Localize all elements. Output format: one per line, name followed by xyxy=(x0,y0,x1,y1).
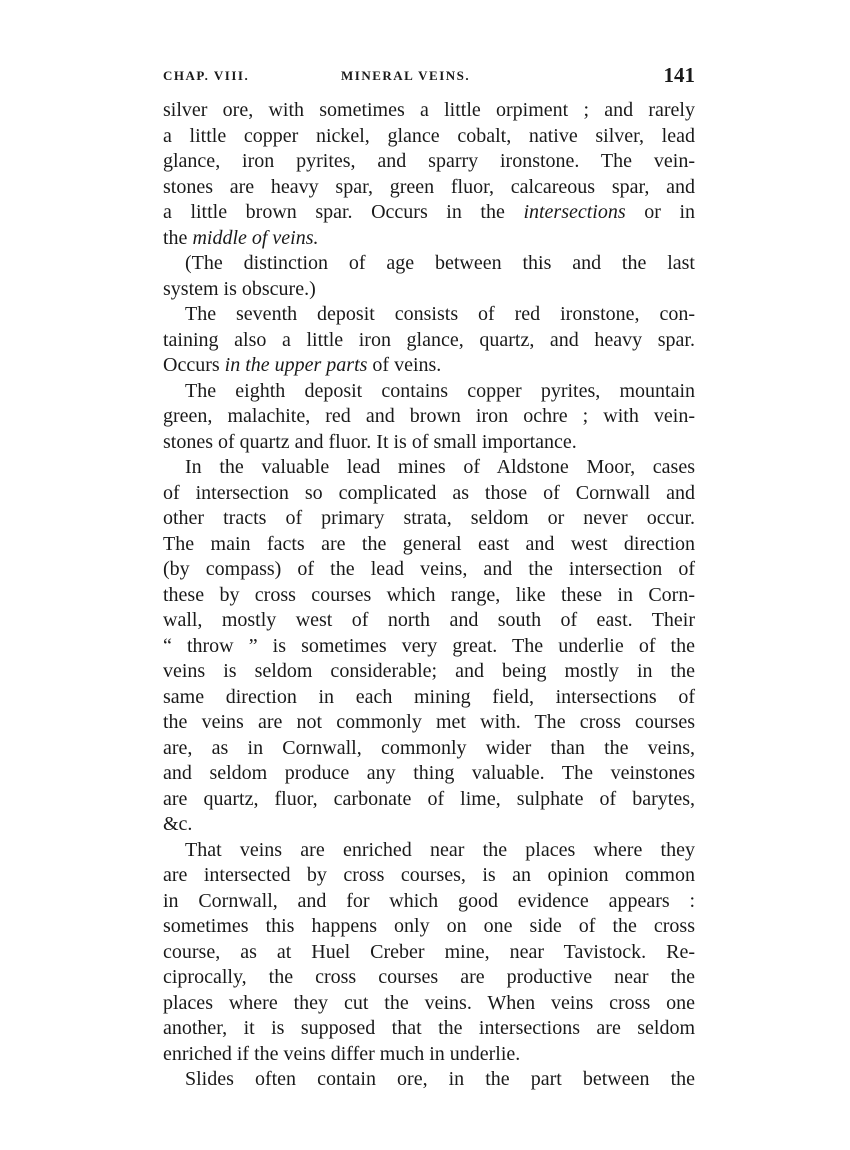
text-line xyxy=(163,1067,695,1093)
text-line xyxy=(163,991,695,1017)
text-run: The main facts are the general east and west direction xyxy=(163,532,695,555)
text-run: Slides often contain ore, in the part between the xyxy=(185,1068,695,1090)
text-run: another, it is supposed that the intersections are seldom xyxy=(163,1017,695,1039)
text-run: in Cornwall, and for which good evidence appears : xyxy=(163,889,695,912)
text-line xyxy=(163,379,695,405)
text-line xyxy=(163,328,695,354)
text-run: ciprocally, the cross courses are productive near the xyxy=(163,966,695,988)
text-run: (by compass) of the lead veins, and the intersection of xyxy=(163,558,695,580)
text-line xyxy=(163,200,695,226)
text-line xyxy=(163,889,695,915)
text-line xyxy=(163,226,695,252)
text-line xyxy=(163,175,695,201)
paragraph xyxy=(163,251,695,302)
paragraph xyxy=(163,379,695,456)
text-line xyxy=(163,277,695,303)
text-run: silver ore, with sometimes a little orpiment ; and rarely xyxy=(163,99,695,121)
text-line xyxy=(163,608,695,634)
text-line xyxy=(163,634,695,660)
text-run: glance, iron pyrites, and sparry ironstone. The vein- xyxy=(163,150,695,172)
text-line xyxy=(163,710,695,736)
text-run: these by cross courses which range, like these in Corn- xyxy=(163,583,695,606)
text-run: &c. xyxy=(163,813,193,835)
text-run: “ throw ” is sometimes very great. The underlie of the xyxy=(163,634,695,657)
chapter-label: CHAP. VIII. xyxy=(163,68,250,83)
text-run: places where they cut the veins. When veins cross one xyxy=(163,991,695,1014)
text-line xyxy=(163,251,695,277)
text-line xyxy=(163,124,695,150)
running-head xyxy=(163,63,695,89)
paragraph xyxy=(163,98,695,251)
text-line xyxy=(163,787,695,813)
text-line xyxy=(163,965,695,991)
italic-text: intersections xyxy=(523,201,626,223)
text-line xyxy=(163,353,695,379)
text-line xyxy=(163,302,695,328)
text-line xyxy=(163,455,695,481)
text-line xyxy=(163,404,695,430)
text-line xyxy=(163,1042,695,1068)
paragraph xyxy=(163,1067,695,1093)
text-line xyxy=(163,532,695,558)
text-run: stones are heavy spar, green fluor, calcareous spar, and xyxy=(163,175,695,198)
text-run: and seldom produce any thing valuable. The veinstones xyxy=(163,762,695,784)
text-run: of veins. xyxy=(367,354,442,376)
text-run: wall, mostly west of north and south of east. Their xyxy=(163,609,695,631)
body-text xyxy=(163,98,695,1093)
text-run: course, as at Huel Creber mine, near Tavistock. Re- xyxy=(163,940,695,963)
text-run: other tracts of primary strata, seldom or never occur. xyxy=(163,507,695,529)
text-line xyxy=(163,761,695,787)
text-line xyxy=(163,481,695,507)
running-title: MINERAL VEINS. xyxy=(341,68,471,83)
text-line xyxy=(163,863,695,889)
italic-text: in the upper parts xyxy=(224,354,368,376)
text-run: of intersection so complicated as those of Cornwall and xyxy=(163,481,695,504)
text-run: That veins are enriched near the places where they xyxy=(185,838,695,861)
text-run: taining also a little iron glance, quartz, and heavy spar. xyxy=(163,328,695,351)
paragraph xyxy=(163,838,695,1068)
text-line xyxy=(163,430,695,456)
text-run: veins is seldom considerable; and being mostly in the xyxy=(163,660,695,682)
text-run: are quartz, fluor, carbonate of lime, sulphate of barytes, xyxy=(163,787,695,810)
text-line xyxy=(163,838,695,864)
text-line xyxy=(163,1016,695,1042)
text-line xyxy=(163,736,695,762)
text-line xyxy=(163,557,695,583)
text-run: are intersected by cross courses, is an opinion common xyxy=(163,864,695,886)
text-line xyxy=(163,98,695,124)
text-run: sometimes this happens only on one side of the cross xyxy=(163,915,695,937)
text-run: a little brown spar. Occurs in the xyxy=(163,201,524,223)
text-line xyxy=(163,149,695,175)
text-line xyxy=(163,914,695,940)
paragraph xyxy=(163,302,695,379)
text-run: or in xyxy=(625,201,695,223)
text-run: In the valuable lead mines of Aldstone Moor, cases xyxy=(185,456,695,478)
text-run: the veins are not commonly met with. The cross courses xyxy=(163,711,695,733)
text-run: system is obscure.) xyxy=(163,277,316,300)
text-run: same direction in each mining field, intersections of xyxy=(163,685,695,708)
text-run: stones of quartz and fluor. It is of small importance. xyxy=(163,430,577,453)
text-run: Occurs xyxy=(163,354,225,376)
page-number: 141 xyxy=(663,63,695,87)
text-line xyxy=(163,940,695,966)
text-run: green, malachite, red and brown iron ochre ; with vein- xyxy=(163,405,695,427)
italic-text: middle of veins. xyxy=(192,226,319,249)
paragraph xyxy=(163,455,695,838)
text-line xyxy=(163,583,695,609)
text-line xyxy=(163,659,695,685)
text-run: (The distinction of age between this and the last xyxy=(185,252,695,274)
text-run: a little copper nickel, glance cobalt, native silver, lead xyxy=(163,124,695,147)
text-run: The eighth deposit contains copper pyrites, mountain xyxy=(185,379,695,402)
text-run: enriched if the veins differ much in underlie. xyxy=(163,1042,521,1065)
text-run: The seventh deposit consists of red ironstone, con- xyxy=(185,303,695,325)
text-run: the xyxy=(163,226,193,249)
text-run: are, as in Cornwall, commonly wider than the veins, xyxy=(163,736,695,759)
text-line xyxy=(163,812,695,838)
text-line xyxy=(163,685,695,711)
text-line xyxy=(163,506,695,532)
